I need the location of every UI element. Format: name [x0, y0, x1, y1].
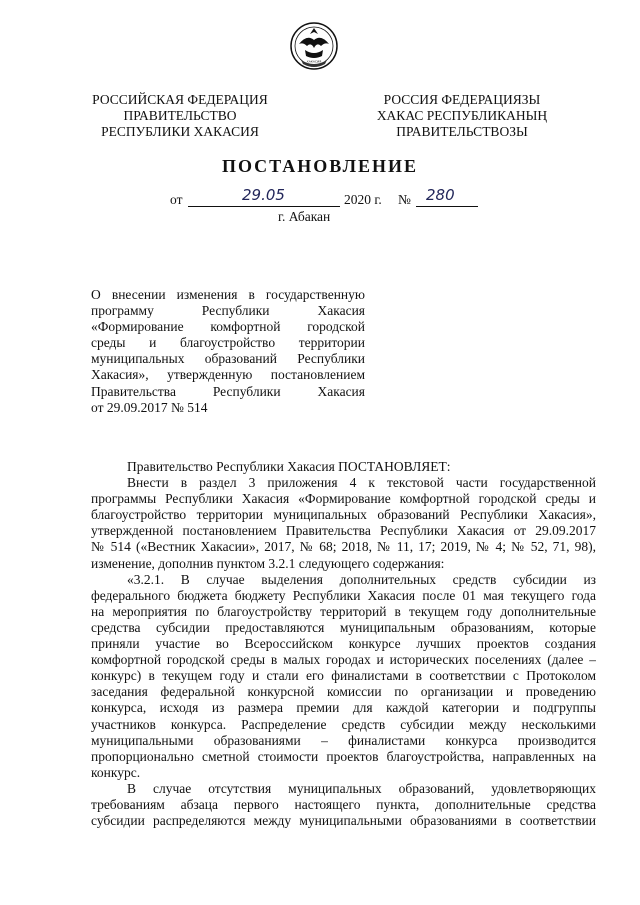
body-line: пропорционально сметной стоимости проектов благоустройства, направленных на: [91, 748, 596, 764]
resolution-body: [91, 459, 596, 829]
body-line: конкурс) в текущем году и стали его финалистами в соответствии с Протоколом: [91, 668, 596, 684]
body-line: субсидии распределяются между муниципальными образованиями в соответствии: [91, 813, 596, 829]
number-label: №: [398, 192, 411, 207]
body-line: конкурса, исходя из размера премии для каждой категории и подгруппы: [91, 700, 596, 716]
body-line: В случае отсутствия муниципальных образований, удовлетворяющих: [127, 780, 596, 796]
handwritten-date: 29.05: [242, 186, 285, 204]
emblem-caption: ХАКАСИЯ: [306, 59, 322, 64]
subject-line: Хакасия», утвержденную постановлением: [91, 367, 365, 383]
subject-line: муниципальных образований Республики: [91, 351, 365, 367]
header-right-line: ПРАВИТЕЛЬСТВОЗЫ: [396, 124, 528, 139]
subject-line: О внесении изменения в государственную: [91, 287, 365, 302]
header-left-line: РЕСПУБЛИКИ ХАКАСИЯ: [101, 124, 259, 139]
subject-line: «Формирование комфортной городской: [91, 319, 365, 335]
body-line: Правительство Республики Хакасия ПОСТАНОВЛЯЕТ:: [127, 459, 451, 474]
header-right-line: РОССИЯ ФЕДЕРАЦИЯЗЫ: [383, 92, 541, 107]
header-right-line: ХАКАС РЕСПУБЛИКАНЫҢ: [376, 108, 548, 123]
body-line: приняли участие во Всероссийском конкурсе лучших проектов создания: [91, 636, 596, 652]
body-line: изменение, дополнив пунктом 3.2.1 следующего содержания:: [91, 555, 445, 571]
body-line: комфортной городской среды в малых городах и исторических поселениях (далее –: [91, 652, 596, 668]
body-line: благоустройство территории муниципальных образований Республики Хакасия»,: [91, 507, 596, 523]
body-line: на мероприятия по благоустройству территорий в текущем году дополнительные: [91, 603, 596, 619]
header-left-line: РОССИЙСКАЯ ФЕДЕРАЦИЯ: [92, 92, 268, 107]
body-line: конкурс.: [91, 764, 141, 780]
subject-block: [91, 287, 365, 416]
subject-line: среды и благоустройство территории: [91, 335, 365, 351]
body-line: утвержденной постановлением Правительства Республики Хакасия от 29.09.2017: [91, 523, 596, 539]
header-left: [80, 92, 280, 140]
header-right: [362, 92, 562, 140]
body-line: федерального бюджета бюджету Республики Хакасия после 01 мая текущего года: [91, 587, 596, 603]
handwritten-number: 280: [426, 186, 455, 204]
body-line: программы Республики Хакасия «Формирование комфортной городской среды и: [91, 491, 596, 507]
year-label: 2020 г.: [344, 192, 382, 207]
body-line: заседания федеральной конкурсной комиссии по организации и проведению: [91, 684, 596, 700]
body-line: Внести в раздел 3 приложения 4 к текстовой части государственной: [127, 475, 596, 491]
body-line: средства субсидии предоставляются муниципальным образованиям, которые: [91, 619, 596, 635]
city-label: г. Абакан: [278, 209, 331, 224]
body-line: требованиям абзаца первого настоящего пункта, дополнительные средства: [91, 796, 596, 812]
document-type-title: ПОСТАНОВЛЕНИЕ: [221, 156, 419, 176]
body-line: муниципальными образованиями – финалистами конкурса производится: [91, 732, 596, 748]
coat-of-arms-icon: [289, 20, 339, 72]
subject-line: от 29.09.2017 № 514: [91, 399, 208, 415]
body-line: № 514 («Вестник Хакасии», 2017, № 68; 2018, № 11, 17; 2019, № 4; № 52, 71, 98),: [91, 539, 596, 555]
body-line: «3.2.1. В случае выделения дополнительных средств субсидии из: [127, 571, 596, 587]
header-left-line: ПРАВИТЕЛЬСТВО: [123, 108, 237, 123]
subject-line: Правительства Республики Хакасия: [91, 383, 365, 399]
subject-line: программу Республики Хакасия: [91, 303, 365, 319]
body-line: участников конкурса. Распределение средств субсидии между несколькими: [91, 716, 596, 732]
from-label: от: [170, 192, 183, 207]
